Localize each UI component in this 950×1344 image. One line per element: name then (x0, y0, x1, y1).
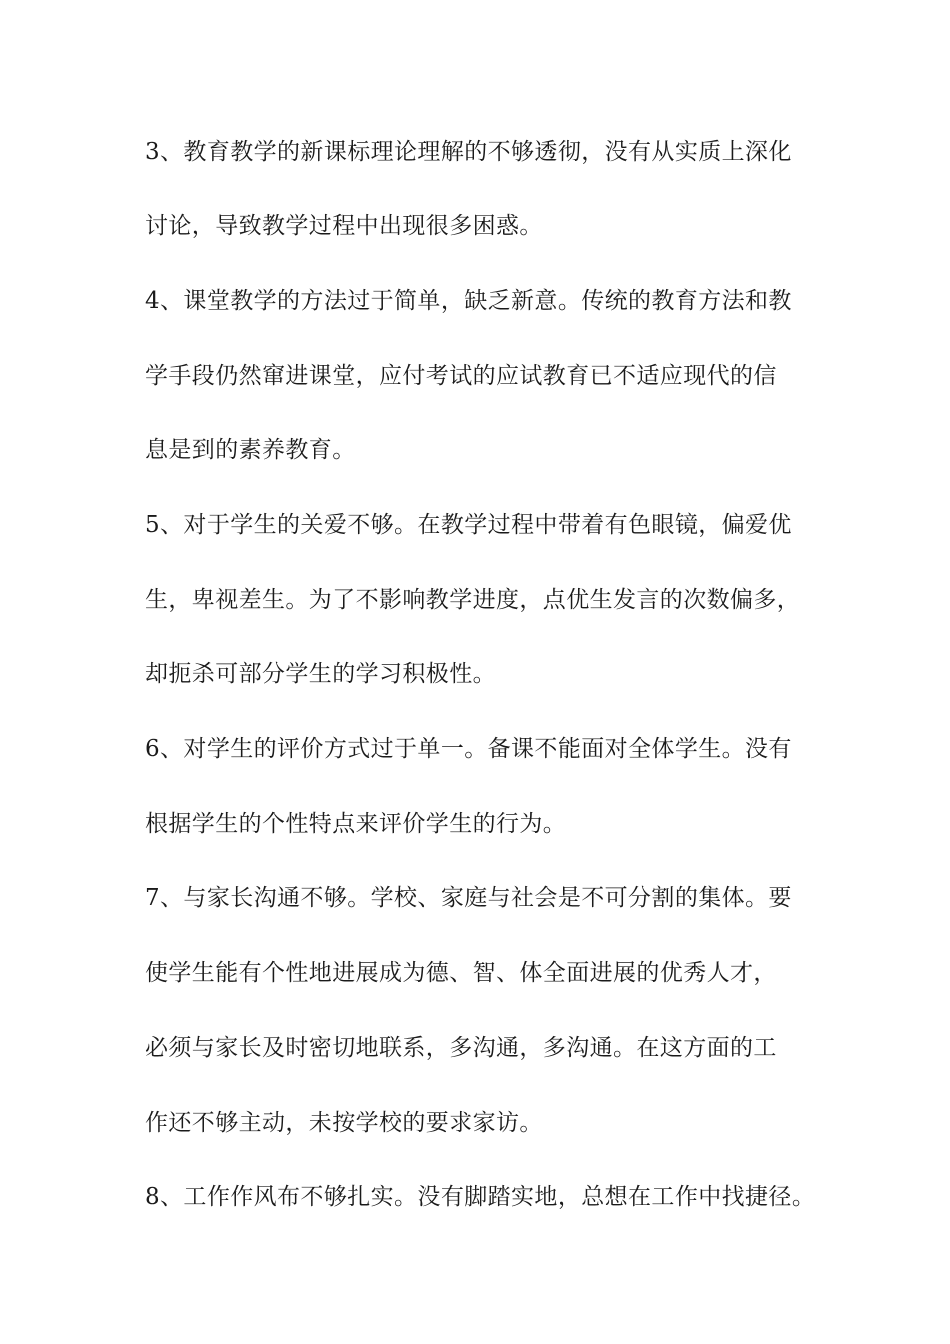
text-line: 学手段仍然窜进课堂，应付考试的应试教育已不适应现代的信 (145, 363, 777, 389)
text-line: 3、教育教学的新课标理论理解的不够透彻，没有从实质上深化 (145, 139, 792, 165)
text-line: 必须与家长及时密切地联系，多沟通，多沟通。在这方面的工 (145, 1035, 777, 1061)
text-line: 7、与家长沟通不够。学校、家庭与社会是不可分割的集体。要 (145, 885, 792, 911)
text-line: 6、对学生的评价方式过于单一。备课不能面对全体学生。没有 (145, 736, 792, 762)
text-line: 息是到的素养教育。 (145, 437, 356, 463)
text-line: 8、工作作风布不够扎实。没有脚踏实地，总想在工作中找捷径。 (145, 1184, 816, 1210)
text-line: 5、对于学生的关爱不够。在教学过程中带着有色眼镜，偏爱优 (145, 512, 792, 538)
text-line: 却扼杀可部分学生的学习积极性。 (145, 661, 496, 687)
text-line: 生，卑视差生。为了不影响教学进度，点优生发言的次数偏多， (145, 587, 801, 613)
text-line: 作还不够主动，未按学校的要求家访。 (145, 1110, 543, 1136)
text-line: 根据学生的个性特点来评价学生的行为。 (145, 811, 567, 837)
text-line: 4、课堂教学的方法过于简单，缺乏新意。传统的教育方法和教 (145, 288, 792, 314)
text-line: 讨论，导致教学过程中出现很多困惑。 (145, 213, 543, 239)
text-line: 使学生能有个性地进展成为德、智、体全面进展的优秀人才， (145, 960, 777, 986)
